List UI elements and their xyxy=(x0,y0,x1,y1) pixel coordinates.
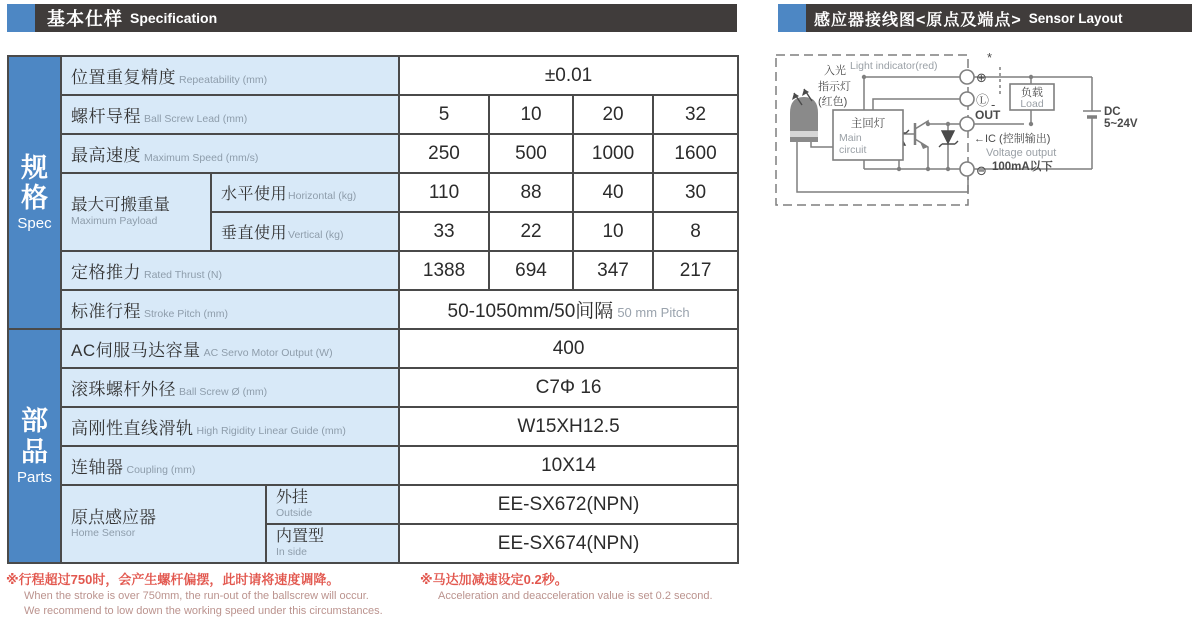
label-max-payload: 最大可搬重量 Maximum Payload xyxy=(61,173,211,251)
blue-accent-square xyxy=(7,4,35,32)
out-terminal-label: OUT xyxy=(975,108,1001,122)
terminal-l xyxy=(960,92,974,106)
value-ball-screw-dia: C7Φ 16 xyxy=(399,368,738,407)
value-horizontal-2: 88 xyxy=(489,173,573,212)
value-motor-output: 400 xyxy=(399,329,738,368)
value-horizontal-3: 40 xyxy=(573,173,653,212)
light-label-zh2: 指示灯 xyxy=(818,81,851,93)
value-lead-3: 20 xyxy=(573,95,653,134)
table-row-payload-horizontal xyxy=(8,173,738,212)
value-lead-1: 5 xyxy=(399,95,489,134)
value-linear-guide: W15XH12.5 xyxy=(399,407,738,446)
dc-label: DC xyxy=(1104,106,1121,118)
sensor-header-title-zh: 感应器接线图<原点及端点> xyxy=(814,11,1022,29)
light-label-en: Light indicator(red) xyxy=(850,60,938,72)
footnote-acceleration xyxy=(420,572,750,604)
l-terminal-label: Ⓛ xyxy=(976,93,990,108)
sensor-wiring-diagram xyxy=(772,47,1200,215)
spec-section-header xyxy=(7,4,737,32)
value-thrust-4: 217 xyxy=(653,251,738,290)
group-label-zh: 部品 xyxy=(21,406,48,467)
table-row-ball-screw-dia xyxy=(8,368,738,407)
group-label-en: Parts xyxy=(16,468,52,486)
value-thrust-1: 1388 xyxy=(399,251,489,290)
light-label-zh1: 入光 xyxy=(824,65,846,77)
label-linear-guide: 高刚性直线滑轨 High Rigidity Linear Guide (mm) xyxy=(61,407,399,446)
label-sensor-inside: 内置型 In side xyxy=(266,524,399,563)
label-home-sensor: 原点感应器 Home Sensor xyxy=(61,485,266,563)
terminal-plus xyxy=(960,70,974,84)
terminal-out xyxy=(960,117,974,131)
main-circuit-label-en2: circuit xyxy=(839,144,867,156)
value-coupling: 10X14 xyxy=(399,446,738,485)
value-vertical-1: 33 xyxy=(399,212,489,251)
value-lead-4: 32 xyxy=(653,95,738,134)
table-row-motor-output xyxy=(8,329,738,368)
value-lead-2: 10 xyxy=(489,95,573,134)
value-speed-1: 250 xyxy=(399,134,489,173)
value-horizontal-1: 110 xyxy=(399,173,489,212)
value-repeatability: ±0.01 xyxy=(399,56,738,95)
footnote-en-line1: When the stroke is over 750mm, the run-out of the ballscrew will occur. xyxy=(24,589,369,602)
footnote-stroke-warning xyxy=(6,572,414,620)
label-ball-screw-lead: 螺杆导程 Ball Screw Lead (mm) xyxy=(61,95,399,134)
value-thrust-3: 347 xyxy=(573,251,653,290)
terminal-circles xyxy=(960,70,974,176)
footnote-en-line1: Acceleration and deacceleration value is set 0.2 second. xyxy=(438,589,713,602)
table-row-rated-thrust xyxy=(8,251,738,290)
table-row-max-speed xyxy=(8,134,738,173)
group-label-en: Spec xyxy=(17,215,52,233)
star-mark: * xyxy=(987,50,993,65)
load-label-en: Load xyxy=(1020,98,1044,110)
footnote-en-line2: We recommend to low down the working speed under this circumstances. xyxy=(24,605,383,618)
ic-output-label: ←IC (控制输出) xyxy=(974,133,1051,145)
label-max-speed: 最高速度 Maximum Speed (mm/s) xyxy=(61,134,399,173)
sensor-header-title-en: Sensor Layout xyxy=(1028,10,1123,26)
terminal-minus xyxy=(960,162,974,176)
value-thrust-2: 694 xyxy=(489,251,573,290)
group-cell-parts xyxy=(8,329,61,563)
label-rated-thrust: 定格推力 Rated Thrust (N) xyxy=(61,251,399,290)
value-vertical-3: 10 xyxy=(573,212,653,251)
load-label-zh: 负载 xyxy=(1021,87,1043,99)
label-coupling: 连轴器 Coupling (mm) xyxy=(61,446,399,485)
value-speed-2: 500 xyxy=(489,134,573,173)
table-row-stroke-pitch xyxy=(8,290,738,329)
main-circuit-label-en1: Main xyxy=(839,132,862,144)
current-limit-label: 100mA以下 xyxy=(992,161,1053,173)
light-label-zh3: (红色) xyxy=(818,96,848,108)
spec-header-title-zh: 基本仕样 xyxy=(47,9,123,29)
label-motor-output: AC伺服马达容量 AC Servo Motor Output (W) xyxy=(61,329,399,368)
table-row-linear-guide xyxy=(8,407,738,446)
spec-header-title-en: Specification xyxy=(130,10,218,26)
value-vertical-4: 8 xyxy=(653,212,738,251)
table-row-ball-screw-lead xyxy=(8,95,738,134)
dc-voltage-label: 5~24V xyxy=(1104,118,1138,130)
main-circuit-label-zh: 主回灯 xyxy=(850,118,886,130)
value-stroke-pitch: 50-1050mm/50间隔 50 mm Pitch xyxy=(399,290,738,329)
table-row-home-sensor-outside xyxy=(8,485,738,524)
value-speed-3: 1000 xyxy=(573,134,653,173)
value-sensor-outside: EE-SX672(NPN) xyxy=(399,485,738,524)
table-row-repeatability xyxy=(8,56,738,95)
led-indicator-icon xyxy=(790,89,818,142)
sensor-section-header xyxy=(778,4,1192,32)
blue-accent-square xyxy=(778,4,806,32)
specification-table xyxy=(7,55,739,564)
label-stroke-pitch: 标准行程 Stroke Pitch (mm) xyxy=(61,290,399,329)
footnote-zh: ※行程超过750时，会产生螺杆偏摆，此时请将速度调降。 xyxy=(6,572,340,587)
voltage-output-label: Voltage output xyxy=(986,147,1057,159)
value-sensor-inside: EE-SX674(NPN) xyxy=(399,524,738,563)
label-ball-screw-dia: 滚珠螺杆外径 Ball Screw Ø (mm) xyxy=(61,368,399,407)
minus-terminal-label: ⊖ xyxy=(976,163,987,178)
label-horizontal: 水平使用Horizontal (kg) xyxy=(211,173,399,212)
value-horizontal-4: 30 xyxy=(653,173,738,212)
group-cell-spec xyxy=(8,56,61,329)
group-label-zh: 规格 xyxy=(21,152,48,213)
label-repeatability: 位置重复精度 Repeatability (mm) xyxy=(61,56,399,95)
plus-terminal-label: ⊕ xyxy=(976,70,987,85)
value-speed-4: 1600 xyxy=(653,134,738,173)
minus-small-mark: - xyxy=(991,97,996,112)
label-sensor-outside: 外挂 Outside xyxy=(266,485,399,524)
table-row-coupling xyxy=(8,446,738,485)
footnote-zh: ※马达加减速设定0.2秒。 xyxy=(420,572,568,587)
value-vertical-2: 22 xyxy=(489,212,573,251)
label-vertical: 垂直使用Vertical (kg) xyxy=(211,212,399,251)
